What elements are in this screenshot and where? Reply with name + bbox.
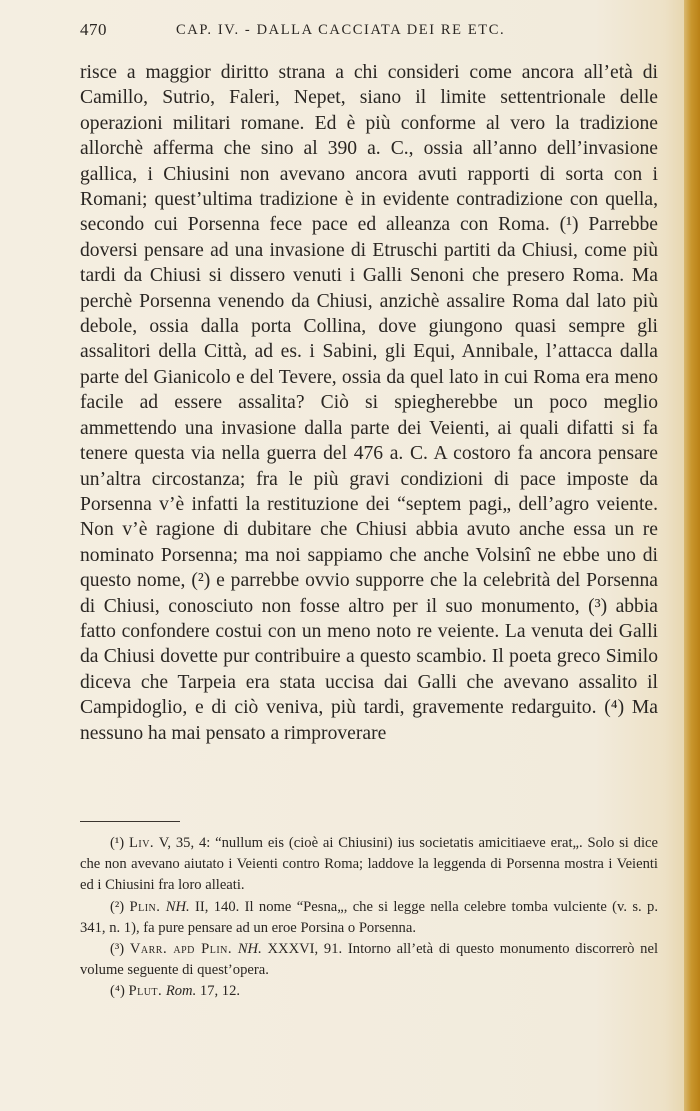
footnote-text: II, 140. Il nome “Pesna„, che si legge nella celebre tomba vulciente (v. s. p. 341, n. 1), fa pure pensare ad un eroe Porsina o Porsenna.: [80, 898, 659, 936]
body-paragraph: risce a maggior diritto strana a chi consideri come ancora all’età di Camillo, Sutrio, Faleri, Nepet, siano il limite settentrionale delle operazioni militari romane. Ed è più conforme al vero la tradizione allorchè afferma che sino al 390 a. C., ossia all’anno dell’invasione gallica, i Chiusini non avevano ancora avuti rapporti di sorta con i Romani; quest’ultima tradizione è in evidente contradizione con quella, secondo cui Porsenna fece pace ed alleanza con Roma. (¹) Parrebbe doversi pensare ad una invasione di Etruschi partiti da Chiusi, come più tardi da Chiusi si dissero venuti i Galli Senoni che presero Roma. Ma perchè Porsenna venendo da Chiusi, anzichè assalire Roma dal lato più debole, ossia dalla porta Collina, dove giungono quasi sempre gli assalitori della Città, ad es. i Sabini, gli Equi, Annibale, l’attacca dalla parte del Gianicolo e del Tevere, ossia da quel lato in cui Roma era meno facile ad essere assalita? Ciò si spiegherebbe un poco meglio ammettendo una invasione dalla parte dei Veienti, ai quali difatti si fa tenere questa via nella guerra del 476 a. C. A costoro fa ancora pensare un’altra circostanza; fra le più gravi condizioni di pace imposte da Porsenna v’è infatti la restituzione dei “septem pagi„ dell’agro veiente. Non v’è ragione di dubitare che Chiusi abbia avuto anche essa un re nominato Porsenna; ma noi sappiamo che anche Volsinî ne ebbe uno di questo nome, (²) e parrebbe ovvio supporre che la celebrità del Porsenna di Chiusi, conosciuto non fosse altro per il suo monumento, (³) abbia fatto confondere costui con un meno noto re veiente. La venuta dei Galli da Chiusi dovette pur contribuire a questo scambio. Il poeta greco Similo diceva che Tarpeia era stata uccisa dai Galli che avevano assalito il Campidoglio, e di ciò veniva, più tardi, gravemente redarguito. (⁴) Ma nessuno ha mai pensato a rimproverare: [80, 62, 658, 744]
footnote-mark: (³): [110, 941, 125, 958]
footnote-3: [80, 939, 658, 981]
footnote-author: Liv.: [128, 835, 155, 851]
footnote-text: V, 35, 4: “nullum eis (cioè ai Chiusini) ius societatis amicitiaeve erat„. Solo si dice che non avevano aiutato i Veienti contro Roma; laddove la leggenda di Porsenna mostra i Veienti ed i Chiusini fra loro alleati.: [80, 835, 658, 894]
footnotes: [80, 833, 658, 1003]
footnote-author: Plin.: [129, 898, 161, 915]
footnote-mark: (²): [110, 898, 125, 915]
footnote-separator: [80, 821, 180, 822]
footnote-work: NH.: [165, 898, 190, 915]
gilt-page-edge: [684, 0, 700, 1111]
footnote-work: NH.: [237, 941, 262, 958]
page-number: 470: [80, 20, 107, 39]
footnote-author: Varr. apd Plin.: [129, 941, 233, 958]
main-text: [80, 60, 658, 746]
footnote-text: XXXVI, 91. Intorno all’età di questo monumento discorrerò nel volume seguente di quest’opera.: [80, 941, 659, 979]
footnote-4: [80, 981, 658, 1002]
footnote-author: Plut.: [128, 983, 163, 1000]
running-head: CAP. IV. - DALLA CACCIATA DEI RE ETC.: [176, 22, 506, 38]
footnote-text: 17, 12.: [199, 983, 241, 1000]
footnote-1: [80, 833, 658, 897]
page-header: [80, 20, 658, 44]
footnote-2: [80, 897, 658, 939]
footnote-work: Rom.: [165, 983, 197, 1000]
footnote-mark: (⁴): [110, 983, 125, 1000]
footnote-mark: (¹): [110, 835, 125, 851]
